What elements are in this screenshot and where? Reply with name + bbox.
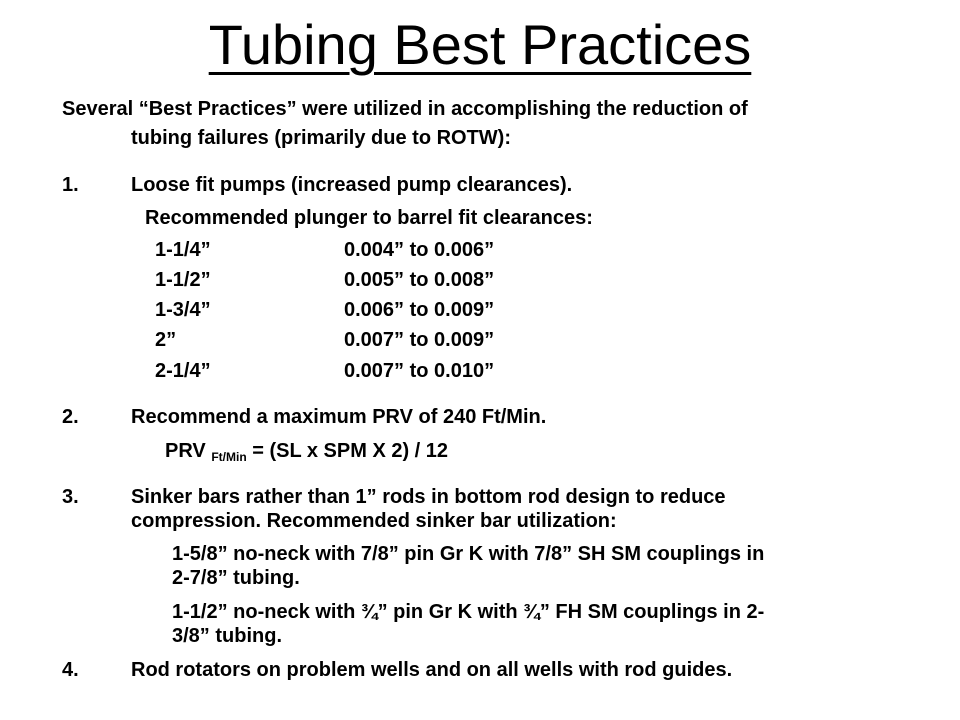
- item-4-text: Rod rotators on problem wells and on all wells with rod guides.: [131, 659, 733, 681]
- prv-formula-subscript: Ft/Min: [211, 450, 247, 464]
- intro-line-2: tubing failures (primarily due to ROTW):: [131, 127, 511, 149]
- sinker-bar-b-line-2: 3/8” tubing.: [172, 625, 282, 647]
- clearance-value-3: 0.006” to 0.009”: [344, 299, 495, 321]
- prv-formula-rhs: = (SL x SPM X 2) / 12: [252, 440, 449, 462]
- page-title: Tubing Best Practices: [208, 13, 752, 76]
- sinker-bar-b-line-1: 1-1/2” no-neck with ¾” pin Gr K with ¾” FH SM couplings in 2-: [172, 601, 765, 623]
- item-1-text: Loose fit pumps (increased pump clearances).: [131, 174, 573, 196]
- item-4-number: 4.: [62, 659, 79, 681]
- clearance-value-4: 0.007” to 0.009”: [344, 329, 495, 351]
- item-3-number: 3.: [62, 486, 79, 508]
- prv-formula: [165, 436, 448, 472]
- clearance-size-4: 2”: [155, 329, 177, 351]
- clearance-size-1: 1-1/4”: [155, 239, 211, 261]
- item-2-number: 2.: [62, 406, 79, 428]
- clearance-size-3: 1-3/4”: [155, 299, 211, 321]
- sinker-bar-a-line-2: 2-7/8” tubing.: [172, 567, 300, 589]
- item-1-subheading: Recommended plunger to barrel fit clearances:: [145, 207, 593, 229]
- clearance-value-2: 0.005” to 0.008”: [344, 269, 495, 291]
- item-3-line-1: Sinker bars rather than 1” rods in bottom rod design to reduce: [131, 486, 726, 508]
- item-3-line-2: compression. Recommended sinker bar utilization:: [131, 510, 617, 532]
- clearance-size-5: 2-1/4”: [155, 360, 211, 382]
- item-2-text: Recommend a maximum PRV of 240 Ft/Min.: [131, 406, 547, 428]
- intro-line-1: Several “Best Practices” were utilized in accomplishing the reduction of: [62, 98, 748, 120]
- prv-formula-lhs: PRV: [165, 440, 206, 462]
- clearance-size-2: 1-1/2”: [155, 269, 211, 291]
- sinker-bar-a-line-1: 1-5/8” no-neck with 7/8” pin Gr K with 7/8” SH SM couplings in: [172, 543, 765, 565]
- clearance-value-1: 0.004” to 0.006”: [344, 239, 495, 261]
- item-1-number: 1.: [62, 174, 79, 196]
- clearance-value-5: 0.007” to 0.010”: [344, 360, 495, 382]
